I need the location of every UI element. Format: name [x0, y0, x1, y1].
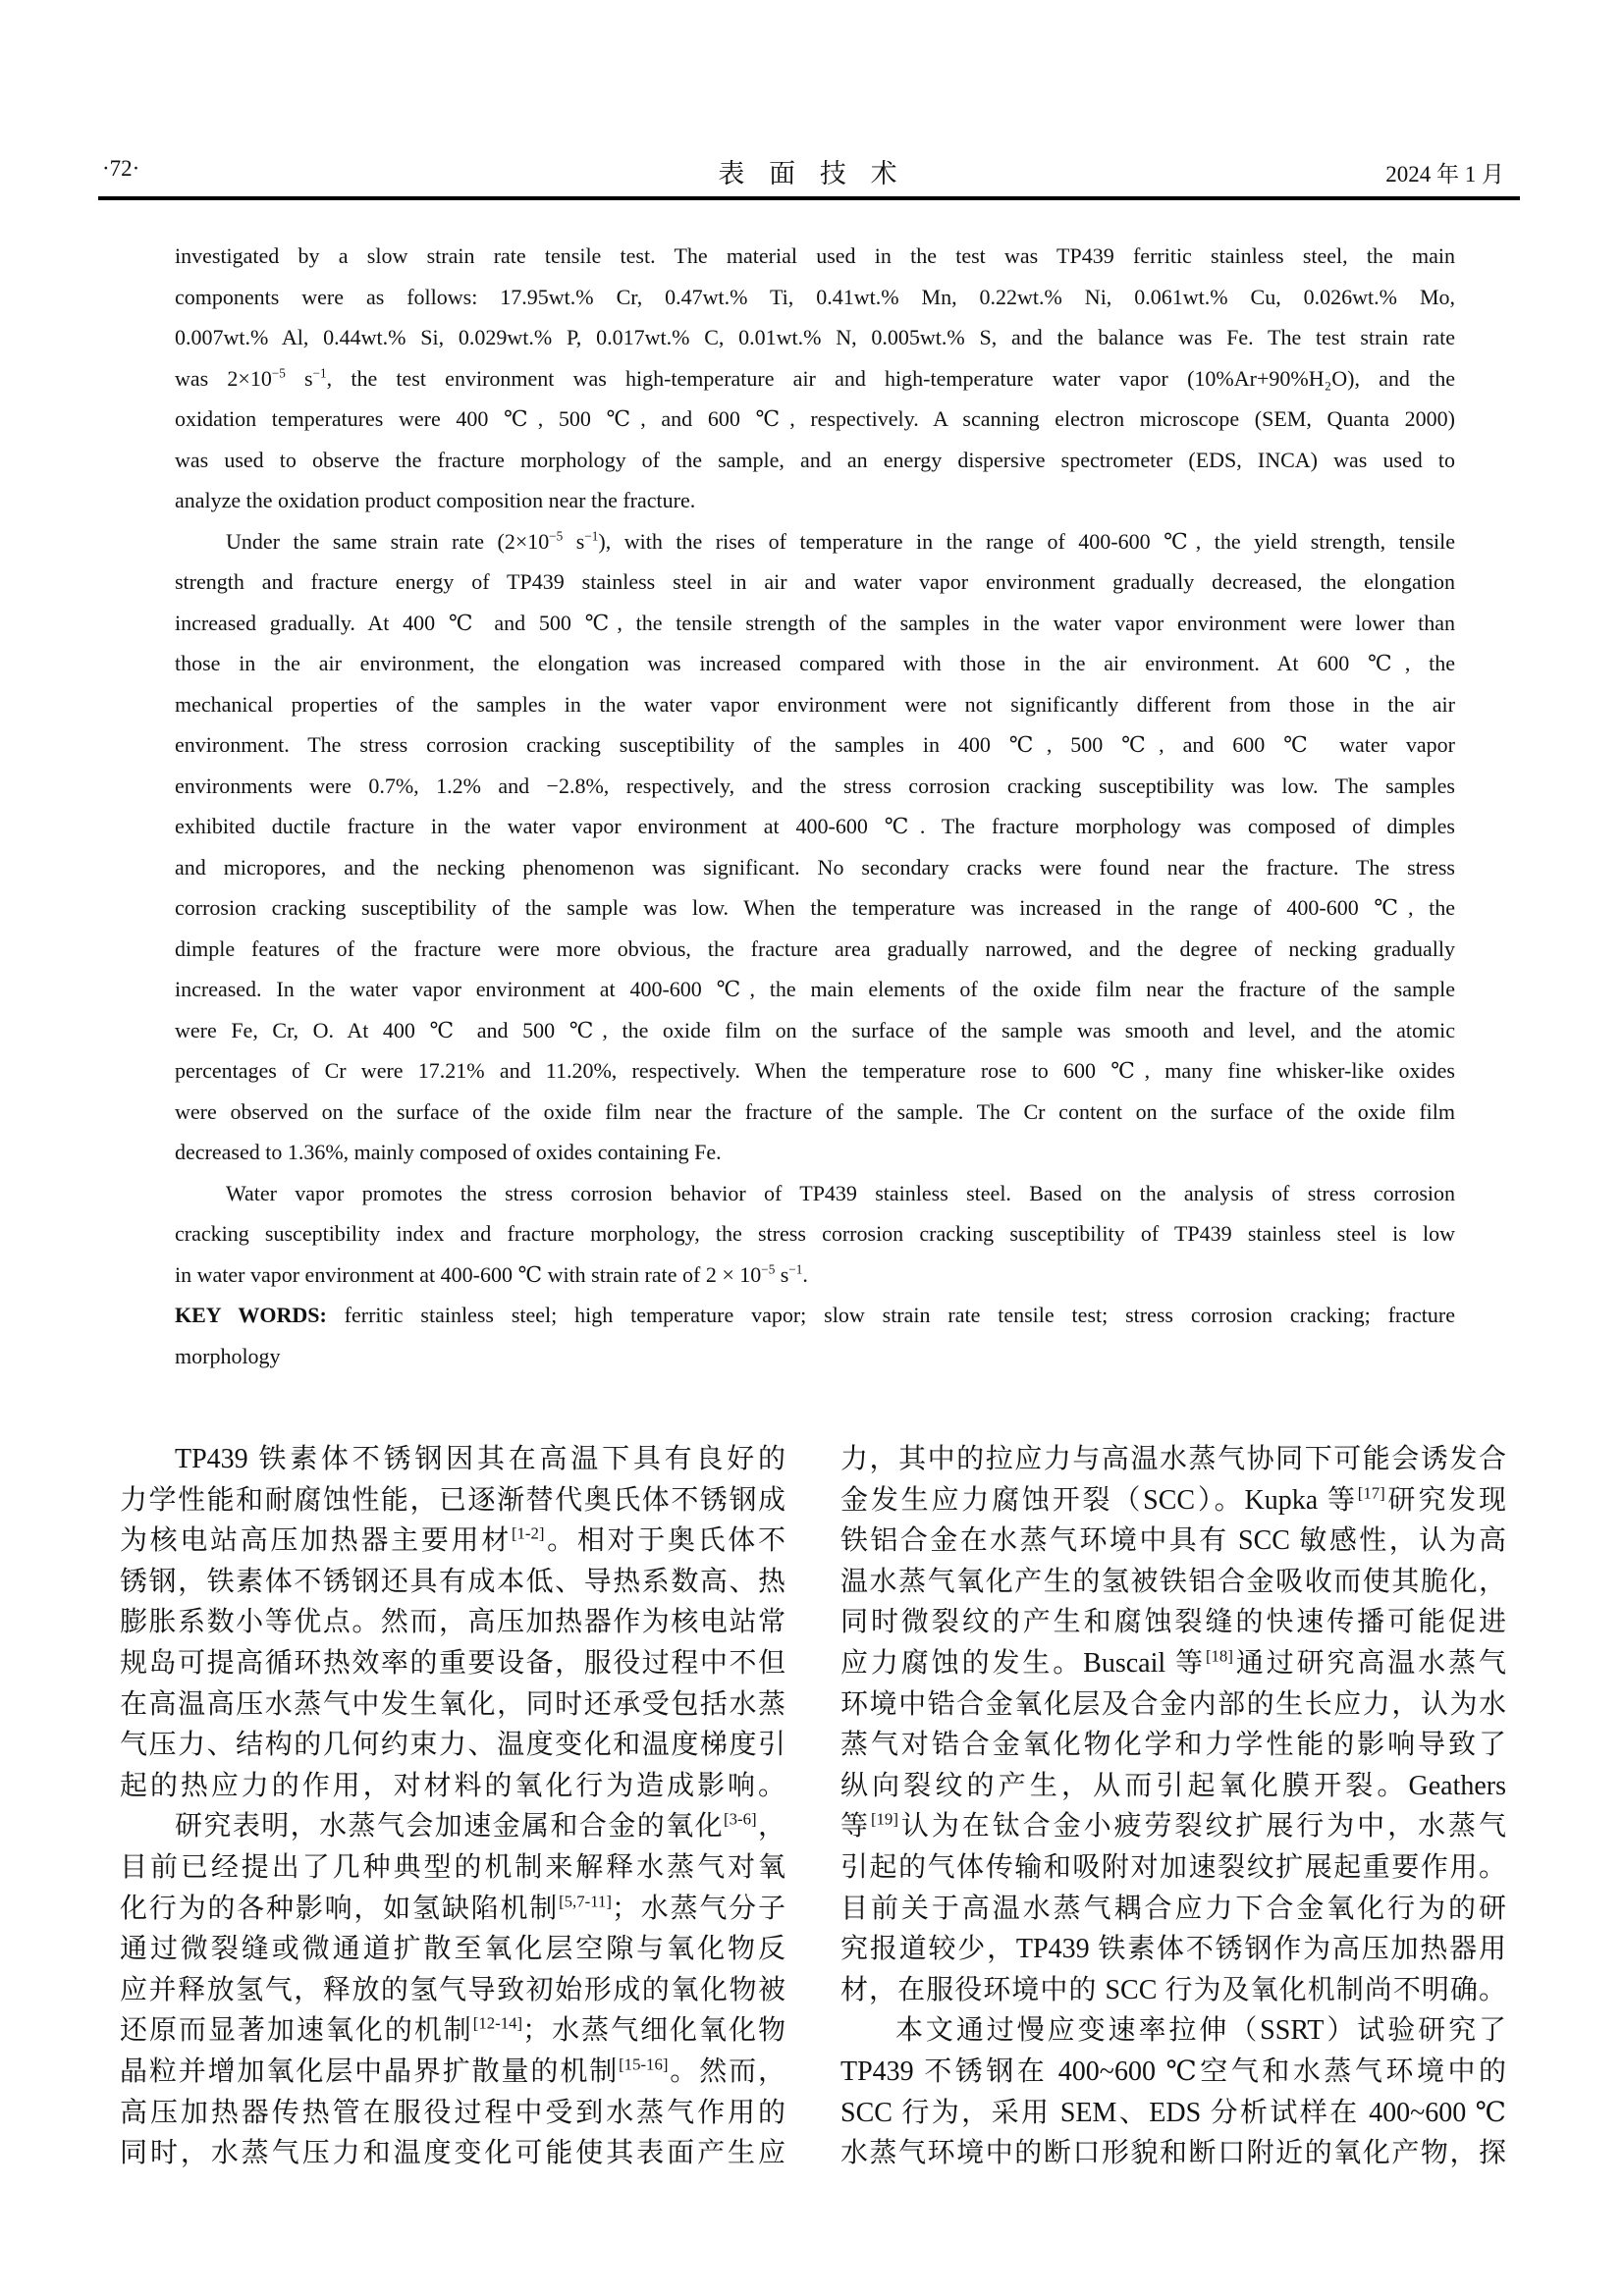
- text-line: 同时微裂纹的产生和腐蚀裂缝的快速传播可能促进: [840, 1607, 1506, 1638]
- text-line: were observed on the surface of the oxide film near the fracture of the sample. The Cr content on the surface of the oxide film: [175, 1098, 1455, 1124]
- text-line: Under the same strain rate ($2\times 10^{-5}$ $s^{-1}$), with the rises of temperature in the range of 400-600 ℃, the yield strength, tensile: [226, 528, 1456, 554]
- text-line: oxidation temperatures were 400 ℃, 500 ℃, and 600 ℃, respectively. A scanning electron microscope (SEM, Quanta 2000): [175, 406, 1455, 431]
- text-line: 目前已经提出了几种典型的机制来解释水蒸气对氧: [120, 1851, 785, 1883]
- text-line: environment. The stress corrosion cracking susceptibility of the samples in 400 ℃, 500 ℃, and 600 ℃ water vapor: [175, 732, 1455, 757]
- text-line: morphology: [175, 1343, 281, 1368]
- text-line: 还原而显著加速氧化的机制[12-14]；水蒸气细化氧化物: [120, 2013, 785, 2047]
- text-line: 本文通过慢应变速率拉伸（SSRT）试验研究了: [895, 2015, 1506, 2047]
- text-line: 为核电站高压加热器主要用材[1-2]。相对于奥氏体不: [120, 1523, 785, 1557]
- text-line: was used to observe the fracture morphology of the sample, and an energy dispersive spectrometer (EDS, INCA) was used to: [175, 447, 1455, 472]
- text-line: 究报道较少，TP439 铁素体不锈钢作为高压加热器用: [840, 1934, 1506, 1965]
- text-line: increased gradually. At 400 ℃ and 500 ℃, the tensile strength of the samples in the water vapor environment were lower than: [175, 610, 1455, 635]
- text-line: 膨胀系数小等优点。然而，高压加热器作为核电站常: [120, 1607, 785, 1638]
- text-line: in water vapor environment at 400-600 ℃ with strain rate of $2 \times 10^{-5}$ $s^{-1}$.: [175, 1261, 808, 1287]
- text-line: mechanical properties of the samples in the water vapor environment were not significantly different from those in the air: [175, 691, 1455, 717]
- text-line: and micropores, and the necking phenomenon was significant. No secondary cracks were found near the fracture. The stress: [175, 854, 1455, 880]
- text-line: dimple features of the fracture were more obvious, the fracture area gradually narrowed, and the degree of necking gradually: [175, 935, 1455, 961]
- text-line: Water vapor promotes the stress corrosion behavior of TP439 stainless steel. Based on the analysis of stress corrosion: [226, 1180, 1455, 1205]
- text-line: strength and fracture energy of TP439 stainless steel in air and water vapor environment gradually decreased, the elongation: [175, 569, 1455, 594]
- text-line: 材，在服役环境中的 SCC 行为及氧化机制尚不明确。: [840, 1974, 1506, 2005]
- chinese-left-column: [120, 1439, 785, 2174]
- text-line: 起的热应力的作用，对材料的氧化行为造成影响。: [120, 1770, 785, 1801]
- text-line: 力学性能和耐腐蚀性能，已逐渐替代奥氏体不锈钢成: [120, 1484, 785, 1516]
- text-line: 纵向裂纹的产生，从而引起氧化膜开裂。Geathers: [840, 1770, 1506, 1801]
- text-line: TP439 铁素体不锈钢因其在高温下具有良好的: [175, 1444, 785, 1474]
- text-line: 应力腐蚀的发生。Buscail 等[18]通过研究高温水蒸气: [840, 1646, 1506, 1679]
- text-line: corrosion cracking susceptibility of the sample was low. When the temperature was increased in the range of 400-600 ℃, the: [175, 895, 1455, 920]
- text-line: 在高温高压水蒸气中发生氧化，同时还承受包括水蒸: [120, 1688, 785, 1720]
- text-line: cracking susceptibility index and fracture morphology, the stress corrosion cracking susceptibility of TP439 stainless steel is low: [175, 1221, 1455, 1246]
- text-line: exhibited ductile fracture in the water vapor environment at 400-600 ℃. The fracture morphology was composed of dimples: [175, 814, 1455, 838]
- text-line: increased. In the water vapor environment at 400-600 ℃, the main elements of the oxide film near the fracture of the sample: [175, 977, 1455, 1001]
- text-line: 目前关于高温水蒸气耦合应力下合金氧化行为的研: [840, 1893, 1506, 1924]
- text-line: 等[19]认为在钛合金小疲劳裂纹扩展行为中，水蒸气: [840, 1810, 1506, 1842]
- text-line: 研究表明，水蒸气会加速金属和合金的氧化[3-6]，: [175, 1810, 785, 1842]
- text-line: 晶粒并增加氧化层中晶界扩散量的机制[15-16]。然而，: [120, 2055, 785, 2087]
- text-line: percentages of Cr were 17.21% and 11.20%, respectively. When the temperature rose to 600 ℃, many fine whisker-like oxides: [175, 1058, 1455, 1083]
- text-line: 蒸气对锆合金氧化物化学和力学性能的影响导致了: [840, 1730, 1506, 1761]
- text-line: 水蒸气环境中的断口形貌和断口附近的氧化产物，探: [840, 2138, 1506, 2169]
- text-line: those in the air environment, the elongation was increased compared with those in the air environment. At 600 ℃, the: [175, 651, 1455, 675]
- text-line: 锈钢，铁素体不锈钢还具有成本低、导热系数高、热: [120, 1566, 785, 1597]
- text-line: 力，其中的拉应力与高温水蒸气协同下可能会诱发合: [840, 1444, 1506, 1474]
- text-line: 金发生应力腐蚀开裂（SCC）。Kupka 等[17]研究发现: [840, 1483, 1506, 1516]
- text-line: were Fe, Cr, O. At 400 ℃ and 500 ℃, the oxide film on the surface of the sample was smooth and level, and the atomic: [175, 1017, 1455, 1042]
- page-number: ·72·: [102, 156, 140, 181]
- text-line: 引起的气体传输和吸附对加速裂纹扩展起重要作用。: [840, 1851, 1506, 1883]
- text-line: TP439 不锈钢在 400~600 ℃空气和水蒸气环境中的: [840, 2056, 1506, 2087]
- text-line: was $2\times 10^{-5}$ $s^{-1}$, the test environment was high-temperature air and high-temperature water vapor (10%Ar+90%H₂O), and the: [175, 365, 1456, 391]
- text-line: decreased to 1.36%, mainly composed of oxides containing Fe.: [175, 1140, 722, 1164]
- english-abstract: [175, 236, 1455, 1376]
- text-line: 0.007wt.% Al, 0.44wt.% Si, 0.029wt.% P, 0.017wt.% C, 0.01wt.% N, 0.005wt.% S, and the balance was Fe. The test strain rate: [175, 325, 1455, 349]
- text-line: environments were 0.7%, 1.2% and −2.8%, respectively, and the stress corrosion cracking susceptibility was low. The samples: [175, 773, 1455, 798]
- issue-date: 2024 年 1 月: [1385, 162, 1504, 187]
- text-line: 同时，水蒸气压力和温度变化可能使其表面产生应: [120, 2138, 785, 2169]
- text-line: 环境中锆合金氧化层及合金内部的生长应力，认为水: [840, 1688, 1506, 1720]
- journal-title: 表 面 技 术: [718, 159, 906, 188]
- text-line: investigated by a slow strain rate tensile test. The material used in the test was TP439 ferritic stainless steel, the main: [175, 243, 1455, 268]
- text-line: KEY WORDS: ferritic stainless steel; high temperature vapor; slow strain rate tensile test; stress corrosion cracking; fracture: [175, 1303, 1455, 1327]
- text-line: SCC 行为，采用 SEM、EDS 分析试样在 400~600 ℃: [840, 2097, 1506, 2128]
- text-line: 铁铝合金在水蒸气环境中具有 SCC 敏感性，认为高: [840, 1525, 1506, 1557]
- text-line: 气压力、结构的几何约束力、温度变化和温度梯度引: [120, 1730, 785, 1761]
- text-line: 温水蒸气氧化产生的氢被铁铝合金吸收而使其脆化，: [840, 1566, 1506, 1597]
- text-line: 规岛可提高循环热效率的重要设备，服役过程中不但: [120, 1647, 785, 1679]
- text-line: 通过微裂缝或微通道扩散至氧化层空隙与氧化物反: [120, 1934, 785, 1965]
- text-line: 高压加热器传热管在服役过程中受到水蒸气作用的: [120, 2097, 785, 2128]
- header-rule: [98, 196, 1520, 200]
- chinese-right-column: [840, 1439, 1506, 2174]
- text-line: 化行为的各种影响，如氢缺陷机制[5,7-11]；水蒸气分子: [120, 1892, 785, 1924]
- text-line: analyze the oxidation product composition near the fracture.: [175, 488, 696, 512]
- text-line: components were as follows: 17.95wt.% Cr, 0.47wt.% Ti, 0.41wt.% Mn, 0.22wt.% Ni, 0.061wt.% Cu, 0.026wt.% Mo,: [175, 284, 1455, 309]
- text-line: 应并释放氢气，释放的氢气导致初始形成的氧化物被: [120, 1974, 785, 2005]
